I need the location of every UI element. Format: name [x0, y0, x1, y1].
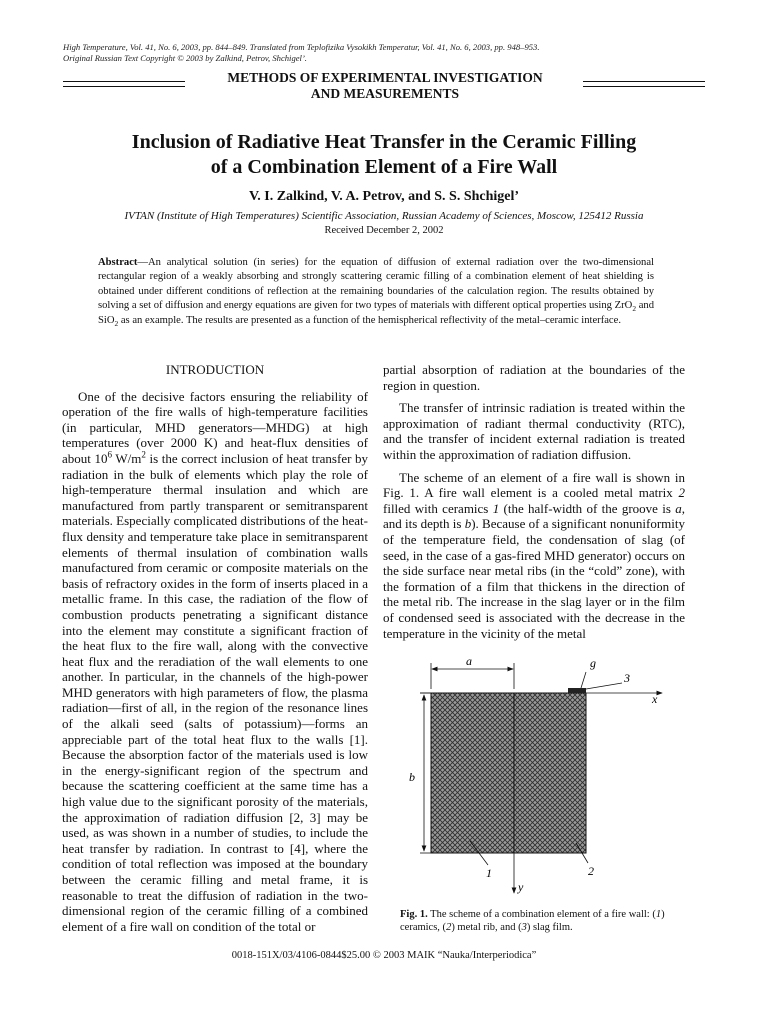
abstract-sub-sio2: 2 — [114, 318, 119, 328]
figure-1-caption — [400, 908, 686, 934]
right-p2-text-c: (the half-width of the groove is — [499, 500, 676, 516]
caption-text-d: ) slag film. — [526, 922, 573, 933]
introduction-heading: INTRODUCTION — [165, 362, 265, 377]
right-column — [383, 362, 685, 641]
right-paragraph-1: The transfer of intrinsic radiation is treated within the approximation of radiant thermal conductivity (RTC), and the transfer of incident external radiation is treated within the approximation of radiation diffusion. — [383, 400, 685, 462]
right-p2-var-b: b — [464, 516, 472, 532]
right-p2-text-e: ). Because of a significant nonuniformity of the temperature field, the condensation of slag (of seed, in the case of a gas-fired MHD generator) occurs on the side surface near metal ribs (in the “cold” zone), with the formation of a film that thickens in the direction of the metal rib. The increase in the slag layer or in the film of condensed seed is associated with the decrease in the temperature in the vicinity of the metal — [383, 516, 685, 641]
right-p2-text-a: The scheme of an element of a fire wall is shown in Fig. 1. A fire wall element is a cooled metal matrix — [383, 469, 685, 501]
affiliation: IVTAN (Institute of High Temperatures) Scientific Association, Russian Academy of Sciences, Moscow, 125412 Russia — [124, 210, 644, 222]
article-title-line-1: Inclusion of Radiative Heat Transfer in the Ceramic Filling — [131, 131, 637, 153]
citation-line-2: Original Russian Text Copyright © 2003 by Zalkind, Petrov, Shchigel’. — [63, 52, 307, 63]
section-rule-left-top — [63, 81, 185, 82]
abstract — [98, 256, 654, 328]
right-paragraph-0: partial absorption of radiation at the boundaries of the region in question. — [383, 362, 685, 393]
abstract-sub-zro2: 2 — [632, 304, 637, 314]
section-rule-right-top — [583, 81, 705, 82]
journal-citation — [63, 42, 703, 63]
abstract-text-c: as an example. The results are presented as a function of the hemispherical reflectivity of the metal–ceramic interface. — [118, 314, 621, 326]
section-heading-line-1: METHODS OF EXPERIMENTAL INVESTIGATION — [227, 70, 543, 85]
label-x: x — [652, 692, 658, 706]
label-g: g — [590, 656, 596, 670]
slag-film-leader — [580, 683, 622, 690]
right-p2-text-d: , and its depth is — [383, 500, 685, 532]
slag-film — [568, 688, 586, 693]
right-p2-text-b: filled with ceramics — [383, 500, 493, 516]
caption-n3: 3 — [521, 922, 527, 933]
intro-p1-text-a: One of the decisive factors ensuring the reliability of operation of the fire walls of high-temperature facilities (in particular, MHD generators—MHDG) at high temperatures (over 2000 K) and heat-flux densities of about 10 — [62, 388, 368, 466]
caption-text-c: ) metal rib, and ( — [451, 922, 522, 933]
abstract-text-b: and SiO — [98, 300, 654, 326]
metal-rib-region — [514, 693, 586, 853]
caption-label: Fig. 1. — [400, 909, 428, 920]
copyright-footer: 0018-151X/03/4106-0844$25.00 © 2003 MAIK “Nauka/Interperiodica” — [231, 950, 537, 961]
abstract-label: Abstract — [98, 257, 138, 268]
label-a: a — [466, 655, 472, 668]
caption-text-a: The scheme of a combination element of a fire wall: ( — [427, 909, 656, 920]
caption-text-b: ) ceramics, ( — [400, 909, 665, 933]
article-title-line-2: of a Combination Element of a Fire Wall — [210, 156, 558, 178]
intro-paragraph-1 — [62, 389, 368, 935]
right-paragraph-2 — [383, 470, 685, 642]
section-rule-right-bottom — [583, 86, 705, 87]
label-1: 1 — [486, 866, 492, 880]
g-leader — [581, 672, 586, 688]
citation-line-1: High Temperature, Vol. 41, No. 6, 2003, pp. 844–849. Translated from Teplofizika Vysokikh Temperatur, Vol. 41, No. 6, 2003, pp. 948–953. — [63, 42, 540, 52]
caption-n1: 1 — [655, 909, 662, 920]
label-2: 2 — [588, 864, 594, 878]
label-b: b — [409, 770, 415, 784]
right-p2-ref-2: 2 — [678, 485, 685, 501]
abstract-text-a: —An analytical solution (in series) for the equation of diffusion of external radiation over the two-dimensional rectangular region of a weakly absorbing and strongly scattering ceramic filling of a combination element of heat shielding is obtained under different conditions of reflection at the remaining boundaries of the calculation region. The results obtained by solving a set of diffusion and energy equations are given for two types of materials with different optical properties using ZrO — [98, 257, 654, 312]
left-column — [62, 362, 368, 934]
figure-1-diagram — [400, 655, 690, 903]
ceramics-region — [431, 693, 514, 853]
intro-p1-text-c: is the correct inclusion of heat transfer by radiation in the bulk of elements which play the role of high-temperature thermal insulation and which are manufactured from partly transparent or semitransparent materials. Especially complicated distributions of the heat-flux density and temperature take place in semitransparent elements of thermal insulation of combination walls manufactured from ceramic or composite materials on the basis of refractory oxides in the form of inserts placed in a metallic frame. In this case, the radiation of the flow of combustion products penetrating a significant distance into the element may constitute a significant fraction of the heat flux to the fire wall, along with the convective heat flux and the reradiation of the wall elements to one another. In particular, in the channels of the high-power MHD generators with high parameters of flow, the plasma radiation—first of all, in the region of the resonance lines of the alkali seed (salts of potassium)—forms an appreciable part of the total heat flux to the walls [1]. Because the absorption factor of the materials used is low in the energy-significant region of the spectrum and because the scattering coefficient at the same time has a high value due to the significant porosity of the materials, the approximation of radiation diffusion [2, 3] may be used, as was shown in a number of studies, to include the heat transfer by radiation. In contrast to [4], where the condition of total reflection was imposed at the boundary between the ceramic filling and metal frame, it is reasonable to treat the diffusion of radiation in the two-dimensional region of the ceramic filling of a combined element of a fire wall on condition of the total or — [62, 450, 368, 934]
authors: V. I. Zalkind, V. A. Petrov, and S. S. Shchigel’ — [248, 189, 520, 204]
label-y: y — [518, 880, 524, 894]
intro-p1-text-b: W/m — [112, 450, 142, 466]
right-p2-ref-1: 1 — [492, 500, 500, 516]
caption-n2: 2 — [446, 922, 452, 933]
section-heading-line-2: AND MEASUREMENTS — [310, 86, 460, 101]
section-rule-left-bottom — [63, 86, 185, 87]
right-p2-var-a: a — [675, 500, 682, 516]
intro-p1-sup-square: 2 — [141, 449, 146, 460]
label-3: 3 — [624, 671, 630, 685]
received-date: Received December 2, 2002 — [324, 225, 444, 236]
section-heading — [190, 70, 580, 102]
intro-p1-sup-exponent: 6 — [107, 449, 113, 460]
article-title — [40, 130, 728, 180]
